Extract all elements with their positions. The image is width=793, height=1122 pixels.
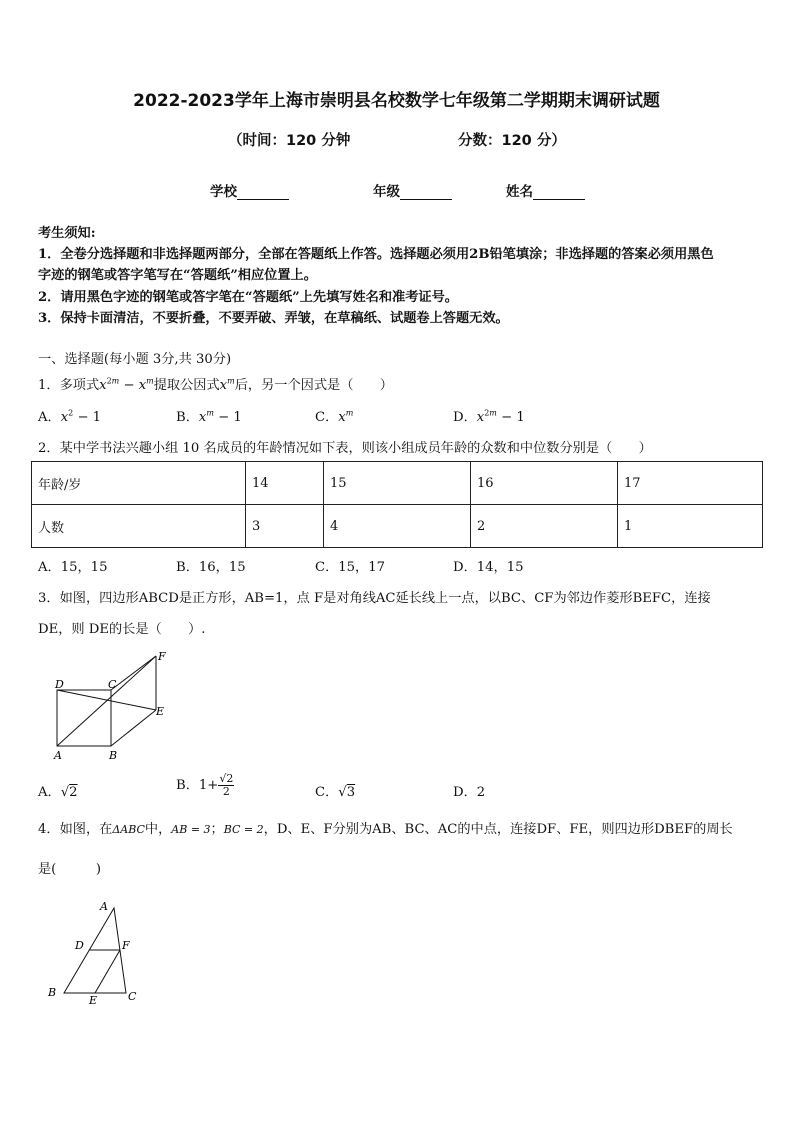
table-cell: 17	[618, 462, 763, 505]
table-cell: 16	[471, 462, 618, 505]
q3-option-d[interactable]: D．2	[453, 785, 486, 800]
label-f: F	[158, 650, 166, 663]
q3-option-b[interactable]	[176, 773, 234, 798]
question-4-cont: 是( )	[38, 862, 102, 877]
section-heading: 一、选择题(每小题 3分,共 30分)	[38, 352, 232, 367]
table-cell: 年龄/岁	[32, 462, 246, 505]
q1-prefix: 1．多项式	[38, 378, 100, 393]
q2-option-b[interactable]: B．16，15	[176, 560, 246, 575]
option-letter: C．	[315, 785, 339, 800]
q2-option-c[interactable]: C．15，17	[315, 560, 386, 575]
triangle-figure	[42, 896, 152, 1008]
table-cell: 2	[471, 505, 618, 548]
q4-triangle: ΔABC	[112, 823, 145, 836]
question-1: 1．多项式$x^{2m} - x^m$提取公因式$x^m$后，另一个因式是（ ）	[38, 376, 393, 393]
grade-blank[interactable]	[400, 185, 452, 200]
question-3: 3．如图，四边形ABCD是正方形，AB=1，点 F是对角线AC延长线上一点，以BC、CF为邻边作菱形BEFC，连接	[38, 591, 711, 606]
q1-option-b[interactable]: B．$x^m - 1$	[176, 408, 242, 425]
edge-be	[111, 710, 156, 746]
score-info: 分数：120 分）	[458, 133, 566, 149]
square-rhombus-figure	[48, 648, 178, 764]
name-blank[interactable]	[533, 185, 585, 200]
notice-item-1: 1．全卷分选择题和非选择题两部分，全部在答题纸上作答。选择题必须用2B铅笔填涂；非选择题的答案必须用黑色	[38, 247, 714, 262]
label-d: D	[55, 678, 64, 691]
q1-suffix: 后，另一个因式是（ ）	[234, 378, 393, 393]
grade-label: 年级	[373, 184, 400, 200]
q1-option-d[interactable]: D．$x^{2m} - 1$	[453, 408, 525, 425]
grade-field	[373, 180, 452, 200]
q4-text-c: ，D、E、F分别为AB、BC、AC的中点，连接DF、FE，则四边形DBEF的周长	[263, 822, 733, 837]
label-e: E	[156, 705, 165, 718]
school-label: 学校	[210, 184, 237, 200]
table-cell: 4	[324, 505, 471, 548]
table-cell: 14	[246, 462, 324, 505]
table-cell: 1	[618, 505, 763, 548]
q2-option-a[interactable]: A．15，15	[38, 560, 108, 575]
label-b: B	[109, 749, 118, 762]
option-letter: B．	[176, 410, 199, 425]
label-d: D	[75, 939, 84, 952]
label-c: C	[128, 990, 137, 1003]
q4-text-a: 4．如图，在	[38, 822, 113, 837]
edge-cf	[111, 656, 156, 690]
exam-title: 2022-2023学年上海市崇明县名校数学七年级第二学期期末调研试题	[133, 91, 660, 111]
radicand: 2	[69, 785, 78, 800]
q4-bc: BC = 2	[223, 823, 264, 836]
square-abcd	[57, 690, 111, 746]
table-cell: 人数	[32, 505, 246, 548]
question-2: 2．某中学书法兴趣小组 10 名成员的年龄情况如下表，则该小组成员年龄的众数和中位数分别是（ ）	[38, 441, 652, 456]
q4-sep: ；	[210, 822, 224, 837]
table-row	[32, 505, 763, 548]
option-letter: D．	[453, 410, 477, 425]
table-row	[32, 462, 763, 505]
notice-item-2: 2．请用黑色字迹的钢笔或答字笔在“答题纸”上先填写姓名和准考证号。	[38, 290, 458, 305]
option-letter: C．	[315, 410, 339, 425]
b-prefix: 1+	[198, 778, 219, 793]
numerator: √2	[219, 772, 234, 785]
notice-heading: 考生须知:	[38, 226, 96, 241]
label-f: F	[122, 939, 130, 952]
q1-option-a[interactable]: A．$x^2 - 1$	[38, 408, 102, 425]
label-c: C	[108, 678, 117, 691]
notice-item-3: 3．保持卡面清洁，不要折叠，不要弄破、弄皱，在草稿纸、试题卷上答题无效。	[38, 311, 509, 326]
option-letter: A．	[38, 785, 61, 800]
radicand: 3	[346, 785, 356, 800]
table-cell: 15	[324, 462, 471, 505]
question-3-cont: DE，则 DE的长是（ ）.	[38, 622, 206, 637]
school-blank[interactable]	[237, 185, 289, 200]
q4-ab: AB = 3	[171, 823, 211, 836]
age-table	[31, 461, 763, 548]
name-label: 姓名	[506, 184, 533, 200]
label-e: E	[89, 994, 98, 1007]
q3-option-a[interactable]: A．√2	[38, 785, 78, 800]
denominator: 2	[222, 785, 230, 798]
school-field	[210, 180, 289, 200]
option-letter: A．	[38, 410, 61, 425]
question-4	[38, 818, 733, 837]
name-field	[506, 180, 585, 200]
q1-option-c[interactable]: C．$x^m$	[315, 408, 354, 425]
segment-de	[57, 690, 156, 710]
label-b: B	[48, 986, 57, 999]
segment-fe	[95, 950, 120, 993]
diagonal-af	[57, 656, 156, 746]
time-info: （时间：120 分钟	[228, 133, 351, 149]
q2-option-d[interactable]: D．14，15	[453, 560, 524, 575]
fraction	[218, 773, 234, 798]
q4-text-b: 中，	[144, 822, 172, 837]
label-a: A	[54, 749, 62, 762]
table-cell: 3	[246, 505, 324, 548]
option-letter: B．	[176, 778, 199, 793]
q1-middle: 提取公因式	[153, 378, 220, 393]
label-a: A	[100, 900, 108, 913]
q3-option-c[interactable]: C．√3	[315, 785, 356, 800]
notice-item-1-cont: 字迹的钢笔或答字笔写在“答题纸”相应位置上。	[38, 268, 317, 283]
